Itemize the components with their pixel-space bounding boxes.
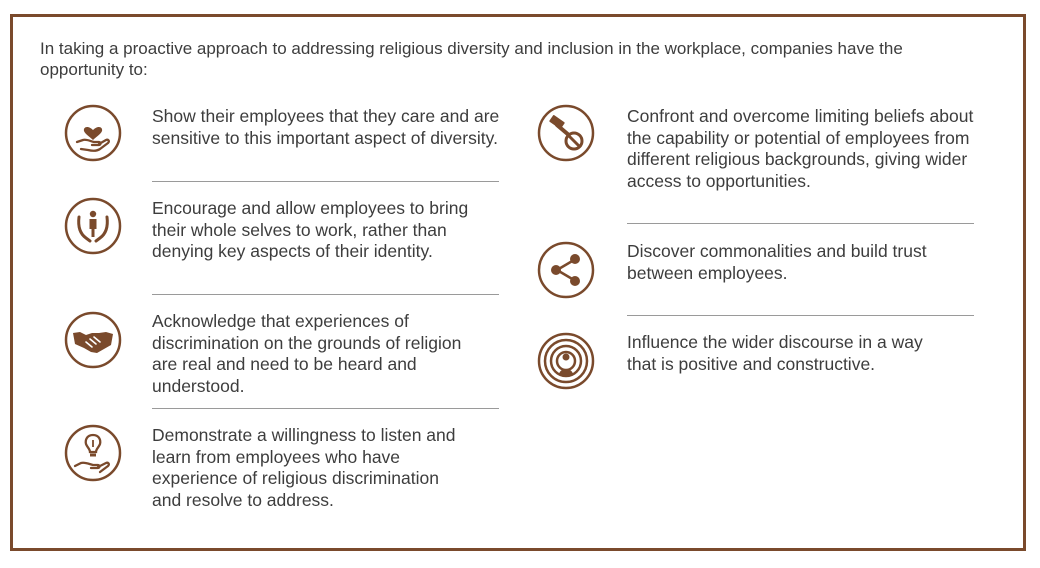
gavel-no-icon bbox=[537, 104, 595, 162]
handshake-icon bbox=[64, 311, 122, 369]
heart-hand-icon bbox=[64, 104, 122, 162]
left-item-2-text: Encourage and allow employees to bring their whole selves to work, rather than denying key aspects of their identity. bbox=[152, 198, 469, 261]
left-item-1-text: Show their employees that they care and are sensitive to this important aspect of diversity. bbox=[152, 106, 500, 148]
left-item-3-text: Acknowledge that experiences of discrimination on the grounds of religion are real and need to be heard and understood. bbox=[152, 311, 462, 396]
left-item-4-text: Demonstrate a willingness to listen and learn from employees who have experience of religious discrimination and resolve to address. bbox=[152, 425, 456, 510]
divider bbox=[152, 408, 499, 409]
idea-hand-icon bbox=[64, 424, 122, 482]
divider bbox=[152, 294, 499, 295]
share-icon bbox=[537, 241, 595, 299]
divider bbox=[152, 181, 499, 182]
person-hands-icon bbox=[64, 197, 122, 255]
broadcast-icon bbox=[537, 332, 595, 390]
right-item-3-text: Influence the wider discourse in a way that is positive and constructive. bbox=[627, 332, 923, 374]
right-item-1-text: Confront and overcome limiting beliefs about the capability or potential of employees from different religious backgrounds, giving wider access to opportunities. bbox=[627, 106, 974, 191]
right-item-2-text: Discover commonalities and build trust between employees. bbox=[627, 241, 927, 283]
divider bbox=[627, 223, 974, 224]
divider bbox=[627, 315, 974, 316]
intro-text: In taking a proactive approach to addressing religious diversity and inclusion in the workplace, companies have the opportunity to: bbox=[40, 39, 903, 79]
